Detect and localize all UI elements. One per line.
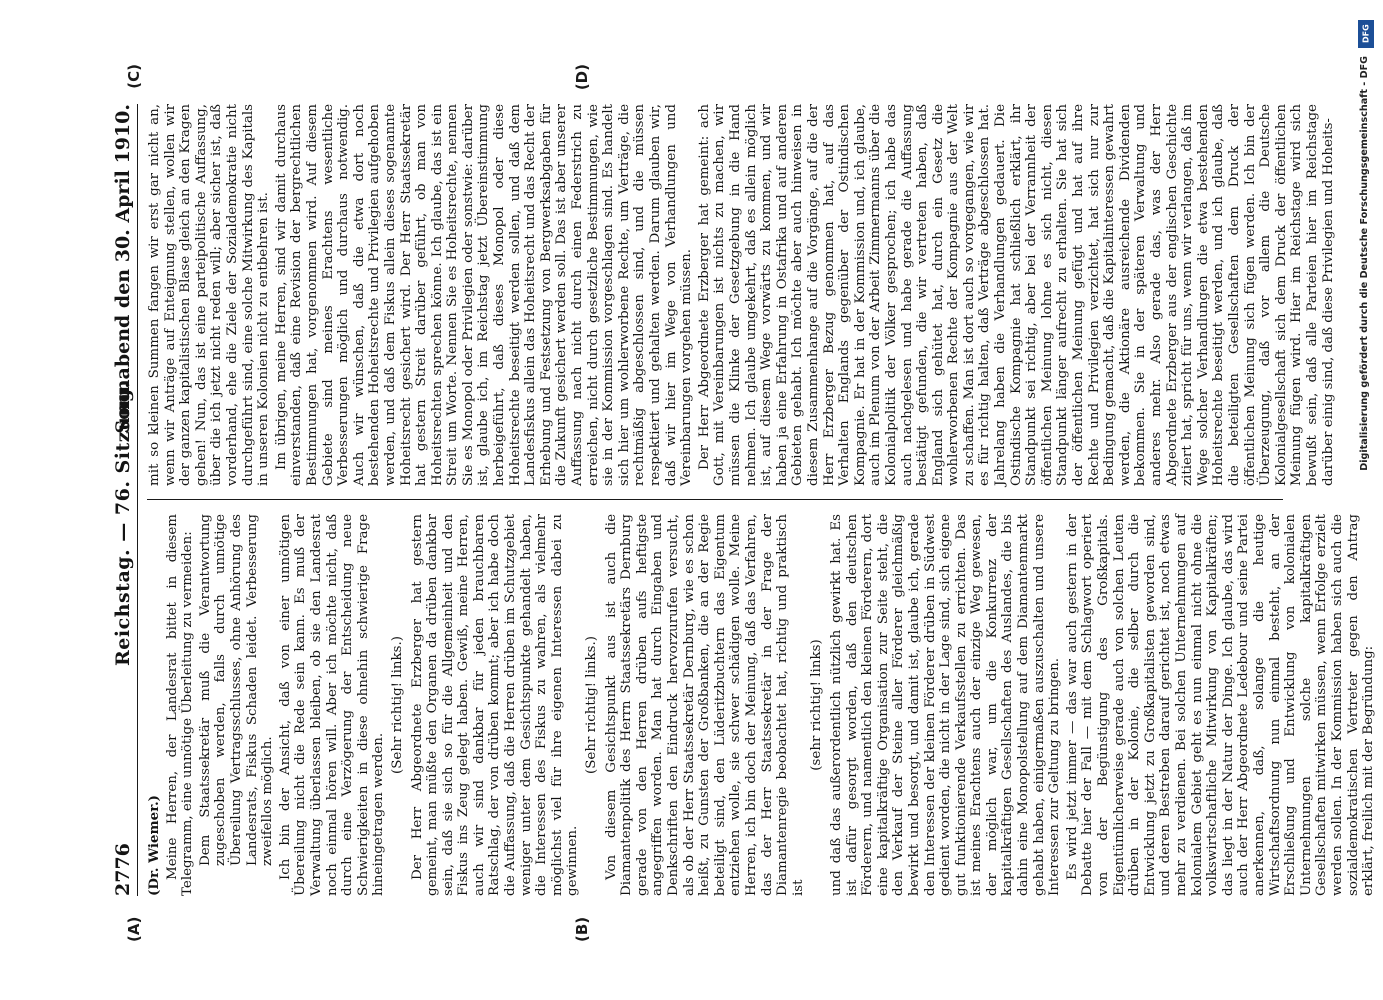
column-divider	[147, 499, 1283, 500]
margin-marker-c: (C)	[125, 64, 143, 89]
paragraph: mit so kleinen Summen fangen wir erst gar nicht an, wenn wir Anträge auf Enteignung stellen, wollen wir der ganzen kapitalistischen Blase gleich an den Kragen gehen! Nun, das ist eine parteipolitische Auffassung, über die ich jetzt nicht reden will; aber sicher ist, daß vorderhand, ehe die Ziele der Sozialdemokratie nicht durchgeführt sind, eine solche Mitwirkung des Kapitals in unseren Kolonien nicht zu entbehren ist.	[147, 104, 272, 486]
dfg-logo: DFG	[1358, 20, 1374, 48]
page-header	[111, 104, 138, 896]
margin-marker-d: (D)	[573, 64, 591, 91]
paragraph: Es wird jetzt immer — das war auch gestern in der Debatte hier der Fall — mit dem Schlagwort operiert von der Begünstigung des Großkapitals. Eigentümlicherweise gerade auch von solchen Leuten drüben in der Kolonie, die selber durch die Entwicklung jetzt zu Großkapitalisten geworden sind, und deren Bestreben darauf gerichtet ist, noch etwas mehr zu verdienen. Bei solchen Unternehmungen auf kolonialem Gebiet geht es nun einmal nicht ohne die volkswirtschaftliche Mitwirkung von Kapitalkräften; das liegt in der Natur der Dinge. Ich glaube, das wird auch der Herr Abgeordnete Ledebour und seine Partei anerkennen, daß, solange die heutige Wirtschaftsordnung nun einmal besteht, an der Erschließung und Entwicklung von kolonialen Unternehmungen solche kapitalkräftigen Gesellschaften mitwirken müssen, wenn Erfolge erzielt werden sollen. In der Kommission haben sich auch die sozialdemokratischen Vertreter gegen den Antrag erklärt, freilich mit der Begründung:	[1064, 514, 1377, 896]
margin-marker-b: (B)	[573, 916, 591, 942]
credit-text: Digitalisierung gefördert durch die Deutsche Forschungsgemeinschaft - DFG	[1359, 56, 1370, 471]
running-title-right: Sonnabend den 30. April 1910.	[112, 104, 134, 434]
running-title-left: Reichstag. — 76. Sitzung.	[112, 381, 134, 666]
quoted-telegram: Dem Staatssekretär muß die Verantwortung zugeschoben werden, falls durch unnötige Übereilung Vertragsschlusses, ohne Anhörung des Landesrats, Fiskus Schaden leidet. Verbesserung zweifellos möglich.	[197, 514, 276, 866]
speaker-label: (Dr. Wiemer.)	[146, 794, 162, 896]
interjection: (sehr richtig! links)	[809, 639, 825, 771]
right-column	[147, 104, 1336, 486]
interjection: (Sehr richtig! links.)	[389, 636, 405, 774]
margin-marker-a: (A)	[125, 916, 143, 942]
interjection: (Sehr richtig! links.)	[584, 636, 600, 774]
digitization-credit	[1355, 10, 1377, 990]
left-column	[146, 514, 1377, 896]
paragraph: Ich bin der Ansicht, daß von einer unnötigen Übereilung nicht die Rede sein kann. Es muß der Verwaltung überlassen bleiben, ob sie den Landesrat noch einmal hören will. Aber ich möchte nicht, daß durch eine Verzögerung der Entscheidung neue Schwierigkeiten in diese ohnehin schwierige Frage hineingetragen werden.	[277, 514, 387, 896]
page-number: 2776	[112, 843, 134, 896]
paragraph: Von diesem Gesichtspunkt aus ist auch die Diamantenpolitik des Herrn Staatssekretärs Dernburg gerade von den Herren drüben aufs heftigste angegriffen worden. Man hat durch Eingaben und Denkschriften den Eindruck hervorzurufen versucht, als ob der Herr Staatssekretär Dernburg, wie es schon heißt, zu Gunsten der Großbanken, die an der Regie beteiligt sind, den Lüderitzbuchtern das Eigentum entziehen wolle, sie schwer schädigen wolle. Meine Herren, ich bin doch der Meinung, daß das Verfahren, das der Herr Staatssekretär in der Frage der Diamantenregie beobachtet hat, richtig und praktisch ist	[603, 514, 806, 896]
paragraph: Der Herr Abgeordnete Erzberger hat gestern gemeint, man müßte den Organen da drüben dankbar sein, daß sie sich so für die Allgemeinheit und den Fiskus ins Zeug gelegt haben. Gewiß, meine Herren, auch wir sind dankbar für jeden brauchbaren Ratschlag, der von drüben kommt; aber ich habe doch die Auffassung, daß die Herren drüben im Schutzgebiet weniger unter dem Gesichtspunkte gehandelt haben, die Interessen des Fiskus zu wahren, als vielmehr möglichst viel für ihre eigenen Interessen dabei zu gewinnen.	[409, 514, 581, 896]
paragraph: und daß das außerordentlich nützlich gewirkt hat. Es ist dafür gesorgt worden, daß den deutschen Förderern, und namentlich den kleinen Förderern, dort eine kapitalkräftige Organisation zur Seite steht, die den Verkauf der Steine aller Förderer gleichmäßig bewirkt und besorgt, und damit ist, glaube ich, gerade den Interessen der kleinen Förderer drüben in Südwest gedient worden, die nicht in der Lage sind, sich eigene gut funktionierende Verkaufsstellen zu errichten. Das ist meines Erachtens auch der einzige Weg gewesen, der möglich war, um die Konkurrenz der kapitalkräftigen Gesellschaften des Auslandes, die bis dahin eine Monopolstellung auf dem Diamantenmarkt gehabt haben, einigermaßen auszuschalten und unsere Interessen zur Geltung zu bringen.	[828, 514, 1063, 896]
paragraph: Meine Herren, der Landesrat bittet in diesem Telegramm, eine unnötige Überleitung zu vermeiden:	[164, 514, 196, 896]
paragraph: Im übrigen, meine Herren, sind wir damit durchaus einverstanden, daß eine Revision der bergrechtlichen Bestimmungen hat, vorgenommen wird. Auf diesem Gebiete sind meines Erachtens wesentliche Verbesserungen möglich und durchaus notwendig. Auch wir wünschen, daß die etwa dort noch bestehenden Hoheitsrechte und Privilegien aufgehoben werden, und daß dem Fiskus allein dieses sogenannte Hoheitsrecht gesichert wird. Der Herr Staatssekretär hat gestern Streit darüber geführt, ob man von Hoheitsrechten sprechen könne. Ich glaube, das ist ein Streit um Worte. Nennen Sie es Hoheitsrechte, nennen Sie es Monopol oder Privilegien oder sonstwie: darüber ist, glaube ich, im Reichstag jetzt Übereinstimmung herbeigeführt, daß dieses Monopol oder diese Hoheitsrechte beseitigt werden sollen, und daß dem Landesfiskus allein das Hoheitsrecht und das Recht der Erhebung und Festsetzung von Bergwerksabgaben für die Zukunft gesichert werden soll. Das ist aber unserer Auffassung nach nicht durch einen Federstrich zu erreichen, nicht durch gesetzliche Bestimmungen, wie sie in der Kommission vorgeschlagen sind. Es handelt sich hier um wohlerworbene Rechte, um Verträge, die rechtmäßig abgeschlossen sind, und die müssen respektiert und gehalten werden. Darum glauben wir, daß wir hier im Wege von Verhandlungen und Vereinbarungen vorgehen müssen.	[273, 104, 695, 486]
paragraph: Der Herr Abgeordnete Erzberger hat gemeint: ach Gott, mit Vereinbarungen ist nichts zu machen, wir müssen die Klinke der Gesetzgebung in die Hand nehmen. Ich glaube umgekehrt, daß es allein möglich ist, auf diesem Wege vorwärts zu kommen, und wir haben ja eine Erfahrung in Ostafrika und auf anderen Gebieten gehabt. Ich möchte aber auch hinweisen in diesem Zusammenhange auf die Vorgänge, auf die der Herr Erzberger Bezug genommen hat, auf das Verhalten Englands gegenüber der Ostindischen Kompagnie. Er hat in der Kommission und, ich glaube, auch im Plenum von der Arbeit Zimmermanns über die Kolonialpolitik der Völker gesprochen; ich habe das auch nachgelesen und habe gerade die Auffassung bestätigt gefunden, die wir vertreten haben, daß England sich gehütet hat, durch ein Gesetz die wohlerworbenen Rechte der Kompagnie aus der Welt zu schaffen. Man ist dort auch so vorgegangen, wie wir es für richtig halten, daß Verträge abgeschlossen hat. Jahrelang haben die Verhandlungen gedauert. Die Ostindische Kompagnie hat schließlich erklärt, ihr Standpunkt sei richtig, aber bei der Verrannheit der öffentlichen Meinung lohne es sich nicht, diesen Standpunkt länger aufrecht zu erhalten. Sie hat sich der öffentlichen Meinung gefügt und hat auf ihre Rechte und Privilegien verzichtet, hat sich nur zur Bedingung gemacht, daß die Kapitalinteressen gewahrt werden, die Aktionäre ausreichende Dividenden bekommen. Sie in der späteren Verwaltung und anderes mehr. Also gerade das, was der Herr Abgeordnete Erzberger aus der englischen Geschichte zitiert hat, spricht für uns, wenn wir verlangen, daß im Wege solcher Verhandlungen die etwa bestehenden Hoheitsrechte beseitigt werden, und ich glaube, daß die beteiligten Gesellschaften dem Druck der öffentlichen Meinung sich fügen werden. Ich bin der Überzeugung, daß vor allem die Deutsche Kolonialgesellschaft sich dem Druck der öffentlichen Meinung fügen wird. Hier im Reichstage wird sich bewußt sein, daß alle Parteien hier im Reichstage darüber einig sind, daß diese Privilegien und Hoheits-	[696, 104, 1336, 486]
